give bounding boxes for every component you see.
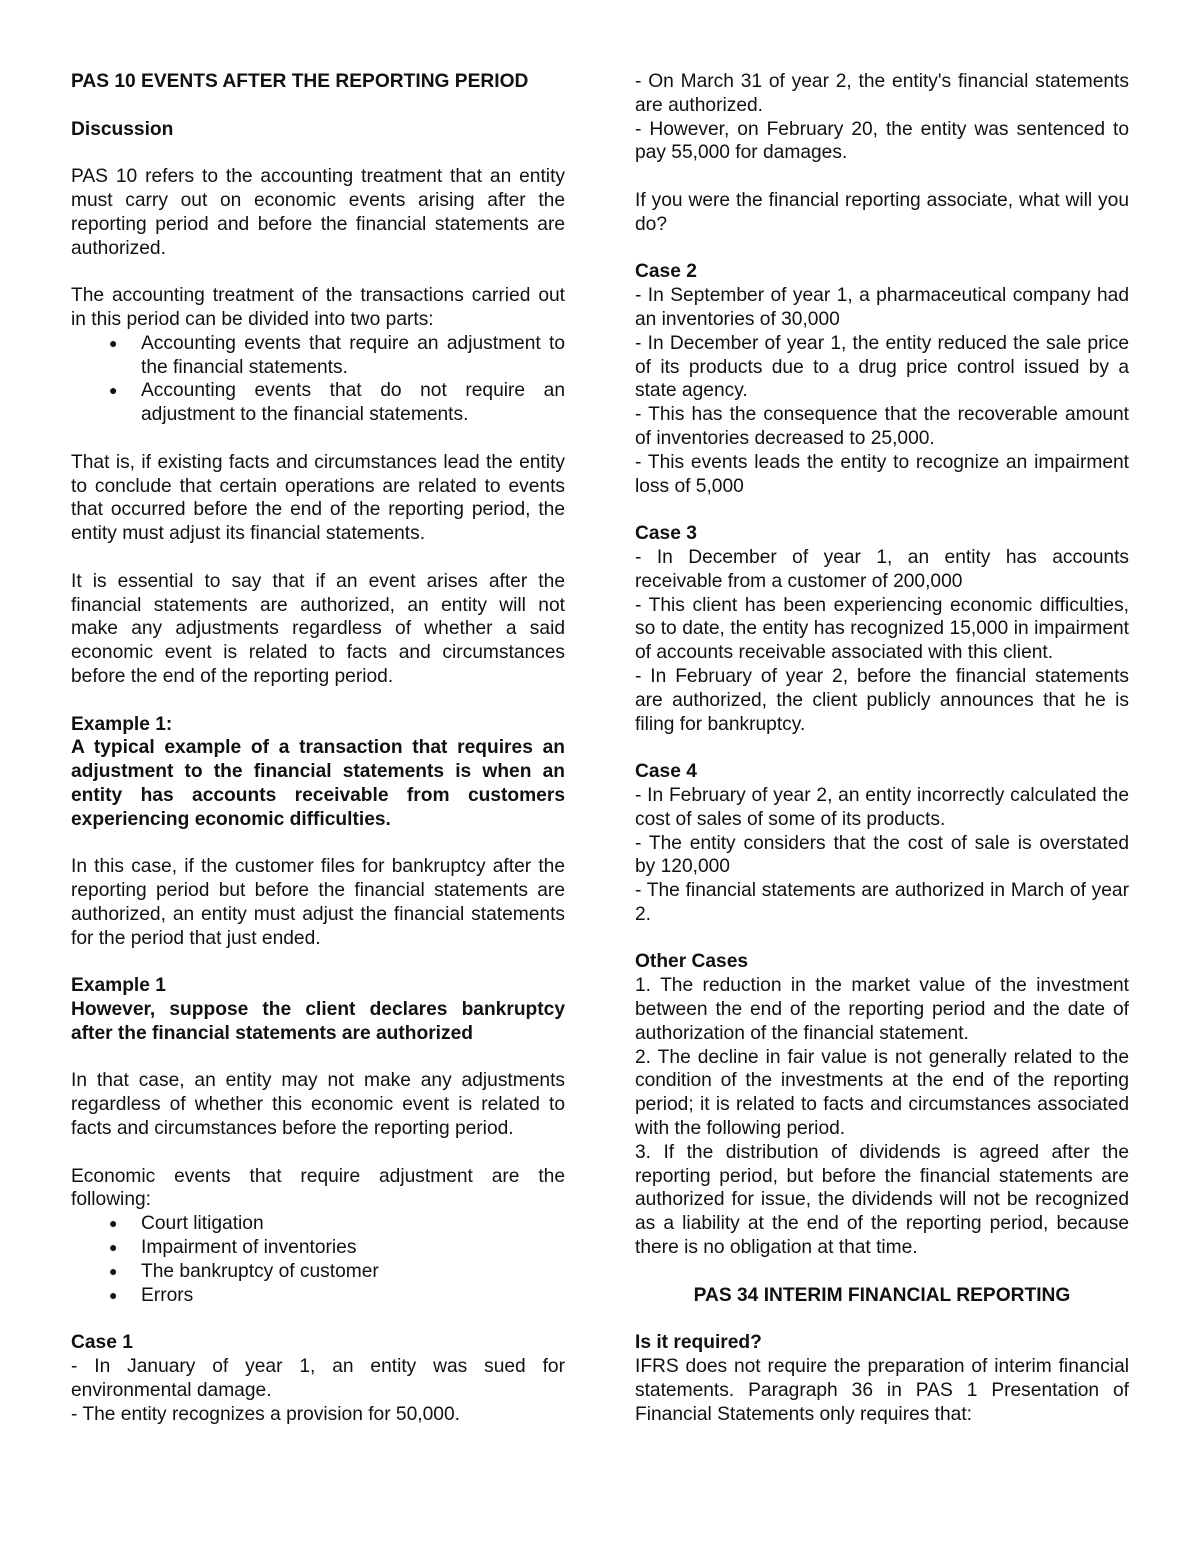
- events-list: [71, 1212, 565, 1307]
- paragraph: IFRS does not require the preparation of interim financial statements. Paragraph 36 in PAS 1 Presentation of Financial Statements only requires that:: [635, 1356, 1129, 1425]
- case-heading: Case 2: [635, 261, 697, 283]
- list-item: ● Court litigation: [109, 1213, 264, 1235]
- discussion-heading: Discussion: [71, 118, 174, 140]
- bullet-icon: ●: [109, 382, 118, 399]
- paragraph: PAS 10 refers to the accounting treatment that an entity must carry out on economic events arising after the reporting period and before the financial statements are authorized.: [71, 166, 565, 259]
- bullet-icon: ●: [109, 334, 118, 351]
- paragraph: Economic events that require adjustment are the following:: [71, 1165, 565, 1211]
- paragraph: The accounting treatment of the transactions carried out in this period can be divided into two parts:: [71, 285, 565, 330]
- parts-list: [71, 332, 565, 427]
- list-item: ● Errors: [109, 1284, 194, 1306]
- right-column: [635, 70, 1129, 1426]
- case-line: - This has the consequence that the recoverable amount of inventories decreased to 25,000.: [635, 404, 1129, 449]
- bullet-icon: ●: [109, 1286, 118, 1303]
- bullet-icon: ●: [109, 1215, 118, 1232]
- paragraph: In that case, an entity may not make any adjustments regardless of whether this economic event is related to facts and circumstances before the reporting period.: [71, 1070, 565, 1140]
- example-heading: Example 1:: [71, 713, 173, 735]
- bullet-icon: ●: [109, 1262, 118, 1279]
- list-item: ● Impairment of inventories: [109, 1237, 357, 1259]
- case-line: - The entity recognizes a provision for 50,000.: [71, 1403, 460, 1425]
- case-line: - The financial statements are authorized in March of year 2.: [635, 880, 1129, 925]
- list-item: ● The bankruptcy of customer: [109, 1260, 379, 1282]
- paragraph: In this case, if the customer files for bankruptcy after the reporting period but before the financial statements are authorized, an entity must adjust the financial statements for the period that just ended.: [71, 856, 565, 949]
- paragraph: It is essential to say that if an event arises after the financial statements are authorized, an entity will not make any adjustments regardless of whether a said economic event is related to facts and circumstances before the end of the reporting period.: [71, 570, 565, 687]
- list-item: ● Accounting events that do not require an adjustment to the financial statements.: [109, 380, 565, 426]
- case-line: - In January of year 1, an entity was sued for environmental damage.: [71, 1356, 565, 1401]
- numbered-item: 2. The decline in fair value is not generally related to the condition of the investments at the end of the reporting period; it is related to facts and circumstances associated with the following period.: [635, 1046, 1129, 1140]
- numbered-item: 1. The reduction in the market value of the investment between the end of the reporting period and the date of authorization of the financial statement.: [635, 975, 1129, 1044]
- case-line: - In December of year 1, the entity reduced the sale price of its products due to a drug price control issued by a state agency.: [635, 332, 1129, 402]
- case-line: - The entity considers that the cost of sale is overstated by 120,000: [635, 832, 1129, 878]
- document-title: PAS 10 EVENTS AFTER THE REPORTING PERIOD: [71, 71, 529, 92]
- section-title: PAS 34 INTERIM FINANCIAL REPORTING: [693, 1284, 1071, 1306]
- other-cases-heading: Other Cases: [635, 951, 749, 973]
- bullet-icon: ●: [109, 1239, 118, 1256]
- case-line: - This events leads the entity to recognize an impairment loss of 5,000: [635, 451, 1129, 497]
- example-text: A typical example of a transaction that requires an adjustment to the financial statements is when an entity has accounts receivable from customers experiencing economic difficulties.: [71, 737, 565, 830]
- example-text: However, suppose the client declares bankruptcy after the financial statements are authorized: [71, 999, 565, 1044]
- case-line: - In February of year 2, before the financial statements are authorized, the client publicly announces that he is filing for bankruptcy.: [635, 665, 1129, 735]
- numbered-item: 3. If the distribution of dividends is agreed after the reporting period, but before the financial statements are authorized for issue, the dividends will not be recognized as a liability at the end of the reporting period, because there is no obligation at that time.: [635, 1141, 1129, 1259]
- left-column: [71, 70, 565, 1426]
- case-heading: Case 4: [635, 761, 697, 783]
- case-line: - However, on February 20, the entity was sentenced to pay 55,000 for damages.: [635, 118, 1129, 164]
- question: If you were the financial reporting associate, what will you do?: [635, 189, 1129, 235]
- paragraph: That is, if existing facts and circumstances lead the entity to conclude that certain operations are related to events that occurred before the end of the reporting period, the entity must adjust its financial statements.: [71, 451, 565, 545]
- case-heading: Case 1: [71, 1332, 133, 1354]
- required-heading: Is it required?: [635, 1332, 762, 1354]
- case-line: - In December of year 1, an entity has accounts receivable from a customer of 200,000: [635, 546, 1129, 592]
- case-heading: Case 3: [635, 523, 697, 545]
- case-line: - In February of year 2, an entity incorrectly calculated the cost of sales of some of its products.: [635, 784, 1129, 830]
- example-heading: Example 1: [71, 975, 166, 997]
- case-line: - This client has been experiencing economic difficulties, so to date, the entity has recognized 15,000 in impairment of accounts receivable associated with this client.: [635, 594, 1129, 664]
- list-item: ● Accounting events that require an adjustment to the financial statements.: [109, 332, 565, 378]
- case-line: - In September of year 1, a pharmaceutical company had an inventories of 30,000: [635, 285, 1129, 330]
- case-line: - On March 31 of year 2, the entity's financial statements are authorized.: [635, 71, 1129, 116]
